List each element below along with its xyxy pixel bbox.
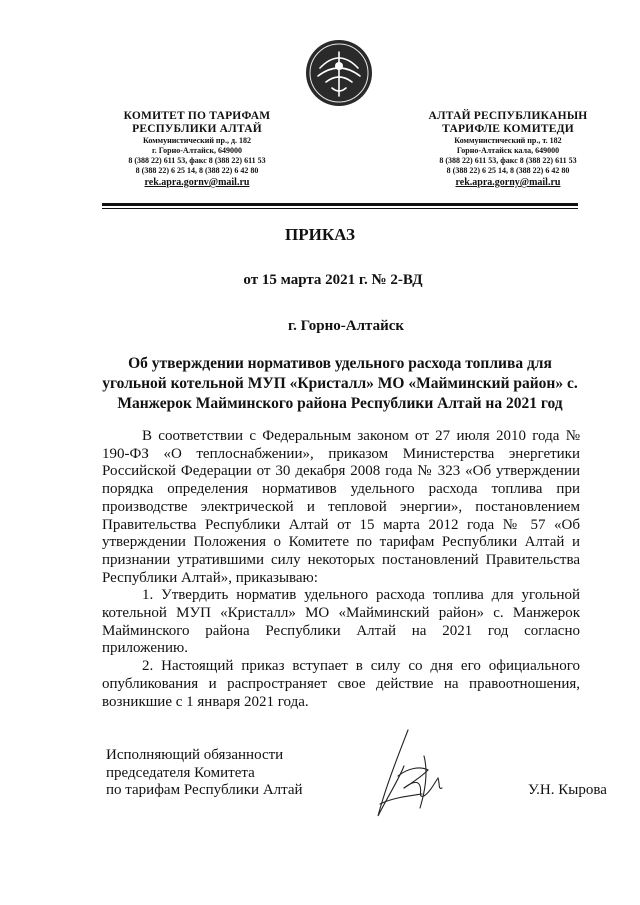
document-date: от 15 марта 2021 г. № 2-ВД <box>243 272 423 288</box>
header-divider-thick <box>102 203 578 206</box>
body-paragraph: 2. Настоящий приказ вступает в силу со дня его официального опубликования и распространяет свое действие на правоотношения, возникшие с 1 января 2021 года. <box>102 658 580 710</box>
header-left <box>92 110 302 189</box>
emblem-seal-icon <box>304 38 374 108</box>
header-right <box>403 110 613 189</box>
position-line1: Исполняющий обязанности <box>106 747 284 763</box>
body-paragraph: В соответствии с Федеральным законом от 27 июля 2010 года № 190-ФЗ «О теплоснабжении», приказом Министерства энергетики Российской Федерации от 30 декабря 2008 года № 323 «Об утверждении порядка определения нормативов удельного расхода топлива при производстве электрической и тепловой энергии», постановлением Правительства Республики Алтай от 15 марта 2012 года № 57 «Об утверждении Положения о Комитете по тарифам Республики Алтай и признании утратившими силу некоторых постановлений Правительства Республики Алтай», приказываю: <box>102 428 580 586</box>
email-link-alt[interactable]: rek.apra.gorny@mail.ru <box>455 177 561 188</box>
address-alt-line1: Коммунистический пр., т. 182 <box>454 136 562 145</box>
document-city: г. Горно-Алтайск <box>287 318 405 334</box>
committee-name-alt-line1: АЛТАЙ РЕСПУБЛИКАНЫН <box>428 110 588 122</box>
body-paragraph: 1. Утвердить норматив удельного расхода топлива для угольной котельной МУП «Кристалл» МО «Майминский район» с. Манжерок Майминского района Республики Алтай на 2021 год согласно приложению. <box>102 587 580 657</box>
position-line2: председателя Комитета <box>106 764 255 781</box>
document-title: ПРИКАЗ <box>285 225 355 244</box>
address-ru-line1: Коммунистический пр., д. 182 <box>142 136 252 145</box>
address-ru-line2: г. Горно-Алтайск, 649000 <box>152 146 242 155</box>
email-link-ru[interactable]: rek.apra.gornv@mail.ru <box>144 177 250 188</box>
committee-name-ru-line2: РЕСПУБЛИКИ АЛТАЙ <box>132 123 262 135</box>
document-body <box>102 428 580 711</box>
phone-alt-line1: 8 (388 22) 611 53, факс 8 (388 22) 611 53 <box>439 156 577 165</box>
position-line3: по тарифам Республики Алтай <box>106 782 303 798</box>
phone-ru-line1: 8 (388 22) 611 53, факс 8 (388 22) 611 53 <box>128 156 266 165</box>
header-divider-thin <box>102 208 578 209</box>
signatory-name: У.Н. Кырова <box>528 782 607 798</box>
committee-name-alt-line2: ТАРИФЛЕ КОМИТЕДИ <box>442 123 574 135</box>
handwritten-signature-icon <box>368 726 450 826</box>
address-alt-line2: Горно-Алтайск кала, 649000 <box>456 146 560 155</box>
phone-ru-line2: 8 (388 22) 6 25 14, 8 (388 22) 6 42 80 <box>135 166 259 175</box>
committee-name-ru-line1: КОМИТЕТ ПО ТАРИФАМ <box>123 110 271 122</box>
phone-alt-line2: 8 (388 22) 6 25 14, 8 (388 22) 6 42 80 <box>446 166 570 175</box>
document-subject: Об утверждении нормативов удельного расхода топлива для угольной котельной МУП «Кристалл» МО «Майминский район» с. Манжерок Майминского района Республики Алтай на 2021 год <box>102 355 578 412</box>
signatory-position <box>106 747 303 800</box>
